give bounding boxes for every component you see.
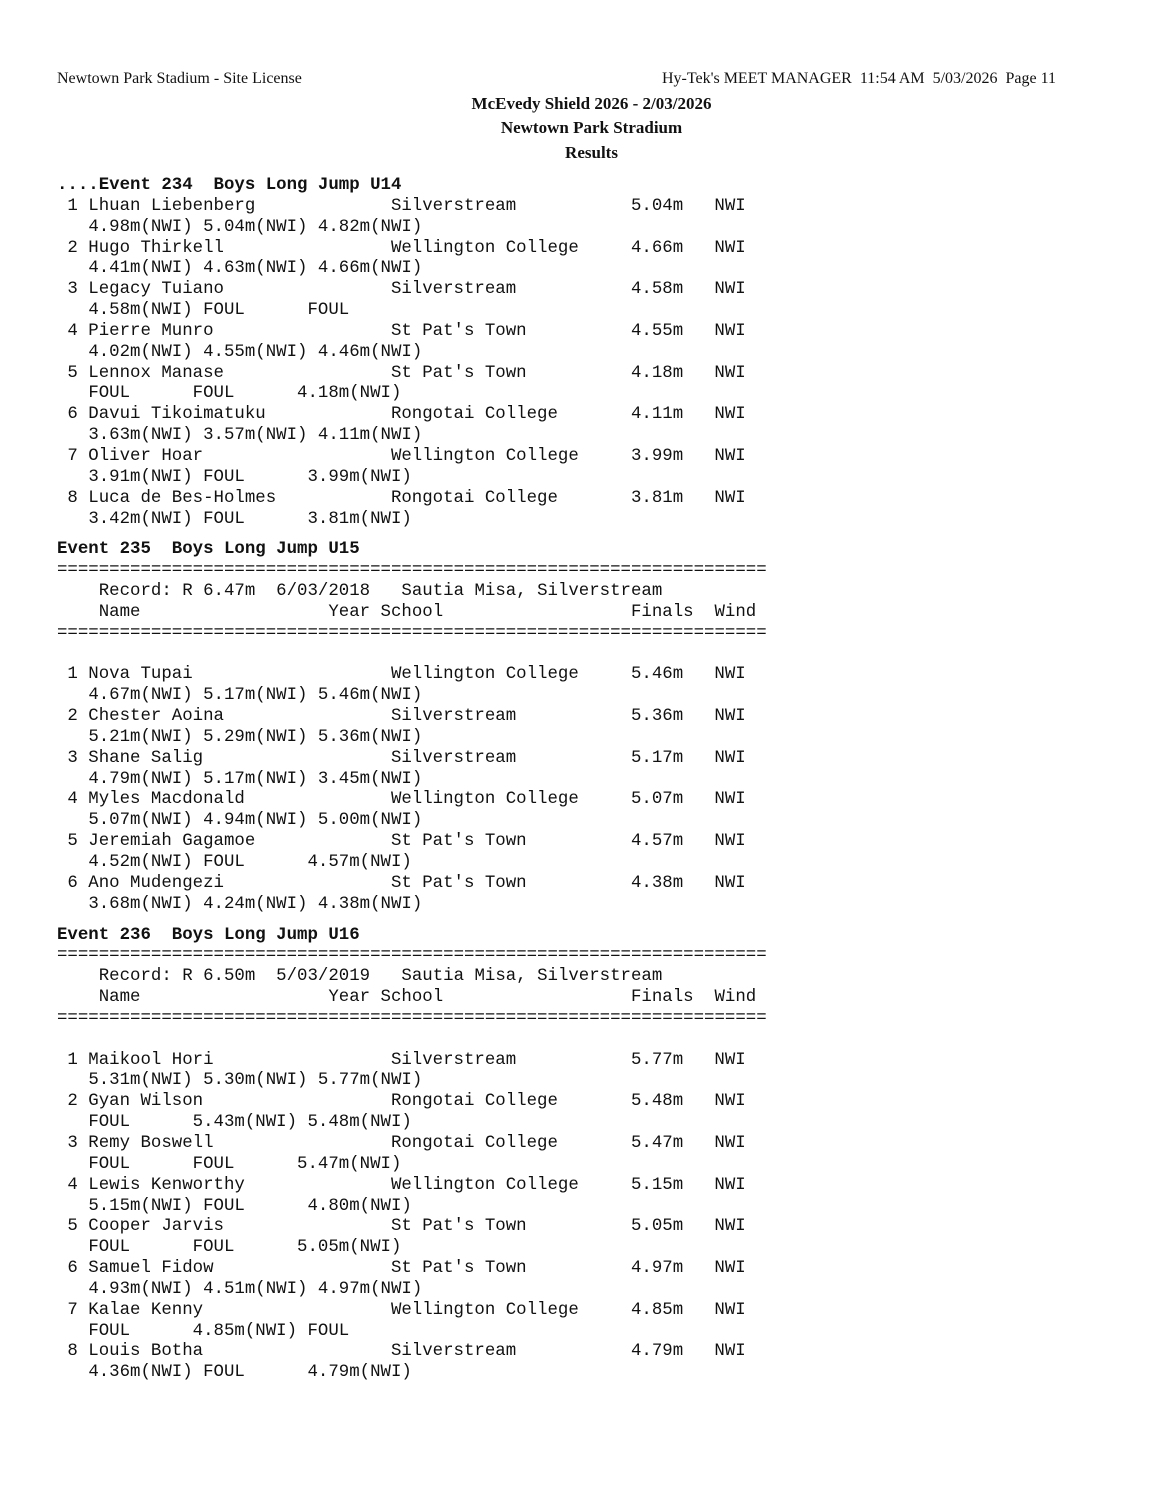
athlete-name: Lennox Manase (88, 363, 224, 383)
result-place: 4 (67, 1175, 78, 1195)
attempt-series-text: FOUL FOUL 5.47m(NWI) (88, 1154, 402, 1174)
wind-reading: NWI (714, 488, 746, 508)
result-row (57, 364, 767, 385)
wind-reading: NWI (714, 748, 746, 768)
athlete-name: Lhuan Liebenberg (88, 196, 256, 216)
finals-mark: 4.79m (630, 1342, 684, 1362)
col-finals-header: Finals (630, 602, 694, 622)
athlete-name: Lewis Kenworthy (88, 1175, 245, 1195)
finals-mark: 5.48m (630, 1092, 684, 1112)
attempt-series (57, 1363, 767, 1384)
wind-reading: NWI (714, 446, 746, 466)
athlete-name: Luca de Bes-Holmes (88, 488, 277, 508)
result-row (57, 405, 767, 426)
school-name: St Pat's Town (390, 321, 527, 341)
attempt-series-text: 5.15m(NWI) FOUL 4.80m(NWI) (88, 1196, 412, 1216)
finals-mark: 4.18m (630, 363, 684, 383)
result-row (57, 832, 767, 853)
attempt-series (57, 1071, 767, 1092)
results-heading: Results (565, 143, 618, 162)
result-row (57, 1051, 767, 1072)
attempt-series-text: 3.63m(NWI) 3.57m(NWI) 4.11m(NWI) (88, 426, 423, 446)
finals-mark: 3.81m (630, 488, 684, 508)
finals-mark: 4.58m (630, 280, 684, 300)
result-place: 3 (67, 280, 78, 300)
result-place: 1 (67, 196, 78, 216)
result-place: 6 (67, 1259, 78, 1279)
finals-mark: 5.17m (630, 748, 684, 768)
result-place: 5 (67, 363, 78, 383)
attempt-series (57, 770, 767, 791)
result-place: 1 (67, 665, 78, 685)
result-place: 1 (67, 1050, 78, 1070)
athlete-name: Nova Tupai (88, 665, 193, 685)
finals-mark: 4.85m (630, 1300, 684, 1320)
event-gap (57, 916, 767, 926)
attempt-series (57, 895, 767, 916)
result-place: 2 (67, 1092, 78, 1112)
athlete-name: Kalae Kenny (88, 1300, 204, 1320)
attempt-series (57, 384, 767, 405)
wind-reading: NWI (714, 790, 746, 810)
site-license-label: Newtown Park Stadium - Site License (57, 70, 302, 87)
finals-mark: 4.57m (630, 832, 684, 852)
attempt-series (57, 1322, 767, 1343)
athlete-name: Gyan Wilson (88, 1092, 204, 1112)
attempt-series-text: 5.21m(NWI) 5.29m(NWI) 5.36m(NWI) (88, 727, 423, 747)
result-row (57, 1176, 767, 1197)
finals-mark: 4.66m (630, 238, 684, 258)
athlete-name: Jeremiah Gagamoe (88, 832, 256, 852)
result-row (57, 749, 767, 770)
school-name: Wellington College (390, 1300, 579, 1320)
blank-line (57, 645, 767, 666)
result-place: 4 (67, 321, 78, 341)
result-row (57, 1134, 767, 1155)
col-year-school-header: Year School (328, 988, 444, 1008)
school-name: St Pat's Town (390, 1217, 527, 1237)
result-row (57, 280, 767, 301)
event-title: Event 235 Boys Long Jump U15 (57, 540, 360, 560)
school-name: Wellington College (390, 790, 579, 810)
separator-line: ==================================================================== (57, 561, 767, 581)
school-name: Rongotai College (390, 405, 558, 425)
attempt-series (57, 1113, 767, 1134)
athlete-name: Ano Mudengezi (88, 873, 224, 893)
athlete-name: Oliver Hoar (88, 446, 204, 466)
result-row (57, 489, 767, 510)
attempt-series (57, 426, 767, 447)
attempt-series-text: FOUL FOUL 5.05m(NWI) (88, 1238, 402, 1258)
wind-reading: NWI (714, 832, 746, 852)
athlete-name: Pierre Munro (88, 321, 214, 341)
attempt-series (57, 468, 767, 489)
result-row (57, 322, 767, 343)
school-name: Rongotai College (390, 1133, 558, 1153)
column-header-row (57, 603, 767, 624)
result-place: 3 (67, 1133, 78, 1153)
school-name: Silverstream (390, 280, 517, 300)
record-line (57, 967, 767, 988)
wind-reading: NWI (714, 280, 746, 300)
athlete-name: Davui Tikoimatuku (88, 405, 266, 425)
result-row (57, 1092, 767, 1113)
attempt-series (57, 853, 767, 874)
attempt-series-text: 3.42m(NWI) FOUL 3.81m(NWI) (88, 509, 412, 529)
result-place: 2 (67, 238, 78, 258)
school-name: Wellington College (390, 446, 579, 466)
attempt-series-text: 3.91m(NWI) FOUL 3.99m(NWI) (88, 467, 412, 487)
attempt-series (57, 686, 767, 707)
col-name-header: Name (98, 602, 141, 622)
col-finals-header: Finals (630, 988, 694, 1008)
wind-reading: NWI (714, 1259, 746, 1279)
result-place: 7 (67, 446, 78, 466)
wind-reading: NWI (714, 1217, 746, 1237)
wind-reading: NWI (714, 1342, 746, 1362)
school-name: Wellington College (390, 665, 579, 685)
attempt-series (57, 811, 767, 832)
attempt-series (57, 728, 767, 749)
school-name: Silverstream (390, 1342, 517, 1362)
col-year-school-header: Year School (328, 602, 444, 622)
wind-reading: NWI (714, 321, 746, 341)
separator-line: ==================================================================== (57, 946, 767, 966)
finals-mark: 5.07m (630, 790, 684, 810)
attempt-series-text: FOUL 5.43m(NWI) 5.48m(NWI) (88, 1113, 412, 1133)
athlete-name: Chester Aoina (88, 707, 224, 727)
athlete-name: Hugo Thirkell (88, 238, 224, 258)
attempt-series-text: 4.41m(NWI) 4.63m(NWI) 4.66m(NWI) (88, 259, 423, 279)
result-row (57, 707, 767, 728)
athlete-name: Samuel Fidow (88, 1259, 214, 1279)
attempt-series-text: 4.67m(NWI) 5.17m(NWI) 5.46m(NWI) (88, 686, 423, 706)
finals-mark: 4.38m (630, 873, 684, 893)
result-place: 7 (67, 1300, 78, 1320)
school-name: Silverstream (390, 707, 517, 727)
finals-mark: 4.97m (630, 1259, 684, 1279)
attempt-series-text: 4.79m(NWI) 5.17m(NWI) 3.45m(NWI) (88, 769, 423, 789)
finals-mark: 4.11m (630, 405, 684, 425)
col-wind-header: Wind (714, 988, 757, 1008)
attempt-series-text: 3.68m(NWI) 4.24m(NWI) 4.38m(NWI) (88, 894, 423, 914)
result-place: 3 (67, 748, 78, 768)
athlete-name: Maikool Hori (88, 1050, 214, 1070)
wind-reading: NWI (714, 1092, 746, 1112)
school-name: Rongotai College (390, 1092, 558, 1112)
attempt-series-text: 4.58m(NWI) FOUL FOUL (88, 301, 350, 321)
attempt-series (57, 218, 767, 239)
wind-reading: NWI (714, 1300, 746, 1320)
attempt-series (57, 1238, 767, 1259)
wind-reading: NWI (714, 363, 746, 383)
finals-mark: 5.05m (630, 1217, 684, 1237)
attempt-series-text: 4.52m(NWI) FOUL 4.57m(NWI) (88, 853, 412, 872)
school-name: St Pat's Town (390, 1259, 527, 1279)
attempt-series-text: 4.02m(NWI) 4.55m(NWI) 4.46m(NWI) (88, 342, 423, 362)
result-row (57, 790, 767, 811)
attempt-series (57, 510, 767, 531)
athlete-name: Myles Macdonald (88, 790, 245, 810)
wind-reading: NWI (714, 873, 746, 893)
wind-reading: NWI (714, 405, 746, 425)
result-row (57, 239, 767, 260)
column-header-row (57, 988, 767, 1009)
attempt-series-text: 5.31m(NWI) 5.30m(NWI) 5.77m(NWI) (88, 1071, 423, 1091)
athlete-name: Cooper Jarvis (88, 1217, 224, 1237)
wind-reading: NWI (714, 665, 746, 685)
results-body (57, 176, 767, 1384)
school-name: Wellington College (390, 1175, 579, 1195)
finals-mark: 5.15m (630, 1175, 684, 1195)
athlete-name: Louis Botha (88, 1342, 204, 1362)
meet-title: McEvedy Shield 2026 - 2/03/2026 (471, 94, 712, 113)
event-gap (57, 530, 767, 540)
col-name-header: Name (98, 988, 141, 1008)
finals-mark: 3.99m (630, 446, 684, 466)
attempt-series (57, 1155, 767, 1176)
attempt-series (57, 259, 767, 280)
attempt-series (57, 301, 767, 322)
result-row (57, 665, 767, 686)
record-line (57, 582, 767, 603)
result-place: 5 (67, 832, 78, 852)
attempt-series (57, 1197, 767, 1218)
result-row (57, 874, 767, 895)
result-row (57, 197, 767, 218)
school-name: St Pat's Town (390, 873, 527, 893)
wind-reading: NWI (714, 1133, 746, 1153)
result-row (57, 1301, 767, 1322)
school-name: St Pat's Town (390, 363, 527, 383)
result-row (57, 1259, 767, 1280)
attempt-series-text: 4.93m(NWI) 4.51m(NWI) 4.97m(NWI) (88, 1279, 423, 1299)
attempt-series-text: 5.07m(NWI) 4.94m(NWI) 5.00m(NWI) (88, 811, 423, 831)
athlete-name: Legacy Tuiano (88, 280, 224, 300)
school-name: Silverstream (390, 1050, 517, 1070)
result-place: 2 (67, 707, 78, 727)
finals-mark: 5.77m (630, 1050, 684, 1070)
separator-line: ==================================================================== (57, 623, 767, 643)
col-wind-header: Wind (714, 602, 757, 622)
result-place: 6 (67, 405, 78, 425)
result-row (57, 1217, 767, 1238)
venue-title: Newtown Park Stradium (500, 118, 683, 137)
blank-line (57, 1030, 767, 1051)
software-page-info: Hy-Tek's MEET MANAGER 11:54 AM 5/03/2026 Page 11 (661, 70, 1056, 87)
finals-mark: 5.04m (630, 196, 684, 216)
wind-reading: NWI (714, 707, 746, 727)
attempt-series (57, 343, 767, 364)
result-place: 5 (67, 1217, 78, 1237)
school-name: Wellington College (390, 238, 579, 258)
wind-reading: NWI (714, 1050, 746, 1070)
school-name: Rongotai College (390, 488, 558, 508)
result-place: 6 (67, 873, 78, 893)
result-row (57, 1342, 767, 1363)
event-title: Event 236 Boys Long Jump U16 (57, 925, 360, 945)
result-place: 8 (67, 1342, 78, 1362)
athlete-name: Shane Salig (88, 748, 204, 768)
wind-reading: NWI (714, 1175, 746, 1195)
wind-reading: NWI (714, 238, 746, 258)
event-title: ....Event 234 Boys Long Jump U14 (57, 176, 402, 195)
attempt-series-text: 4.98m(NWI) 5.04m(NWI) 4.82m(NWI) (88, 217, 423, 237)
school-name: Silverstream (390, 748, 517, 768)
event-record: Record: R 6.47m 6/03/2018 Sautia Misa, Silverstream (98, 582, 663, 602)
attempt-series (57, 1280, 767, 1301)
finals-mark: 4.55m (630, 321, 684, 341)
finals-mark: 5.46m (630, 665, 684, 685)
attempt-series-text: FOUL FOUL 4.18m(NWI) (88, 384, 402, 404)
result-row (57, 447, 767, 468)
event-record: Record: R 6.50m 5/03/2019 Sautia Misa, Silverstream (98, 967, 663, 987)
school-name: St Pat's Town (390, 832, 527, 852)
wind-reading: NWI (714, 196, 746, 216)
finals-mark: 5.47m (630, 1133, 684, 1153)
result-place: 8 (67, 488, 78, 508)
school-name: Silverstream (390, 196, 517, 216)
athlete-name: Remy Boswell (88, 1133, 214, 1153)
finals-mark: 5.36m (630, 707, 684, 727)
result-place: 4 (67, 790, 78, 810)
attempt-series-text: FOUL 4.85m(NWI) FOUL (88, 1321, 350, 1341)
attempt-series-text: 4.36m(NWI) FOUL 4.79m(NWI) (88, 1363, 412, 1383)
separator-line: ==================================================================== (57, 1008, 767, 1028)
